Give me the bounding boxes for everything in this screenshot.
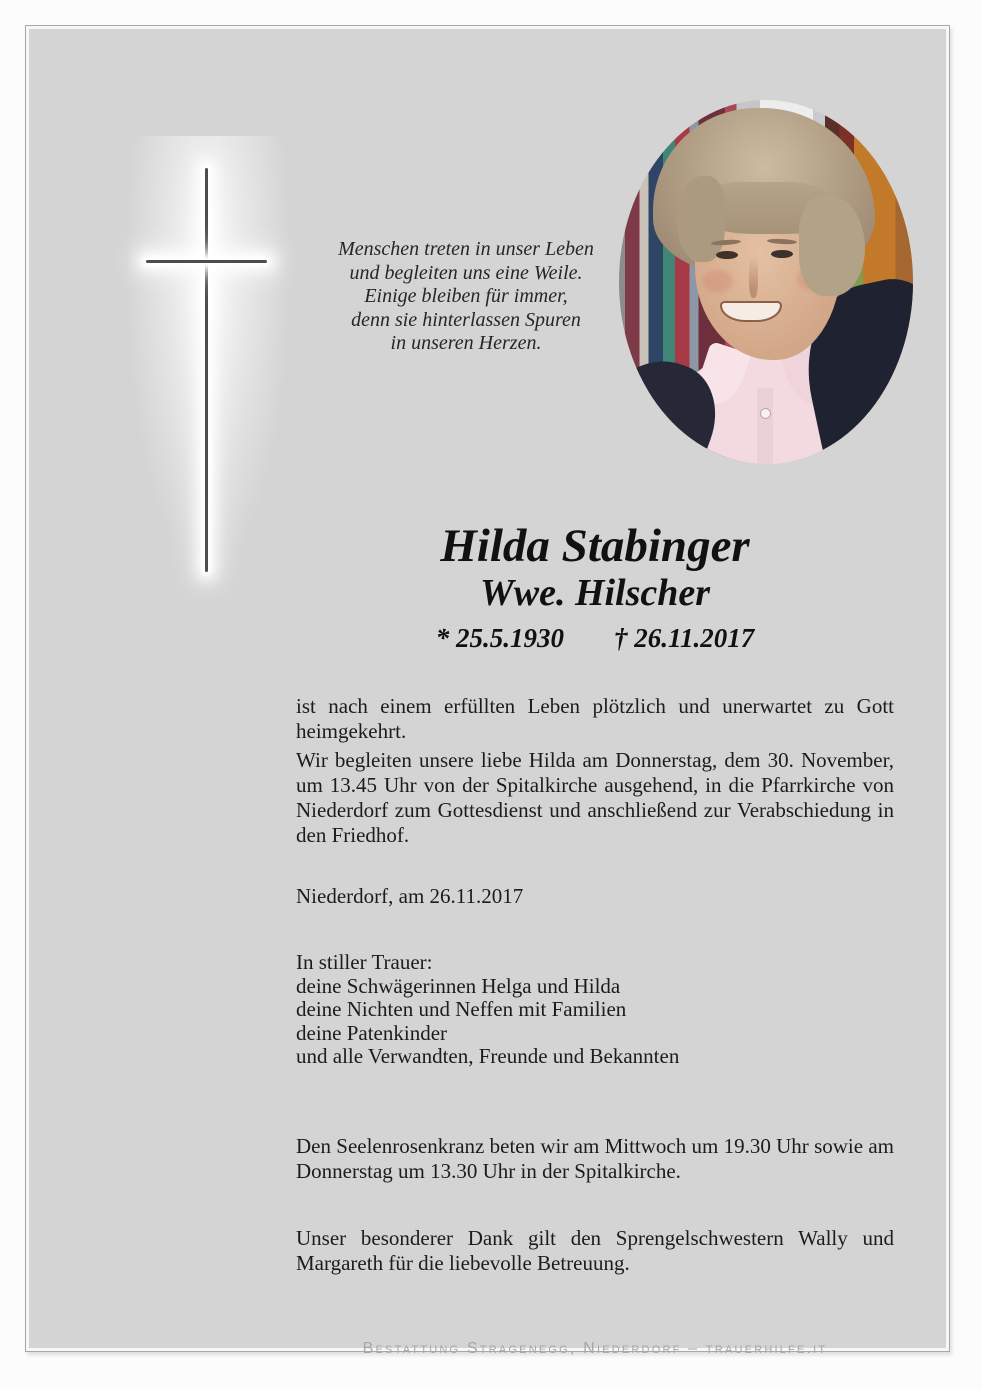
photo-shirt-placket	[757, 388, 773, 464]
card-frame	[25, 25, 950, 1357]
mourners-line: deine Schwägerinnen Helga und Hilda	[296, 973, 621, 998]
mourners-line: deine Nichten und Neffen mit Familien	[296, 997, 627, 1021]
photo-eye-right	[771, 250, 793, 258]
birth-date: * 25.5.1930	[435, 623, 564, 653]
mourners-line: In stiller Trauer:	[296, 950, 433, 974]
photo-hair-left	[677, 176, 725, 262]
cross-icon-bar	[146, 260, 267, 263]
poem-line: denn sie hinterlassen Spuren	[351, 308, 581, 331]
deceased-name-block	[296, 520, 894, 654]
place-and-date: Niederdorf, am 26.11.2017	[296, 884, 524, 908]
photo-shirt-button	[760, 408, 771, 419]
portrait-photo	[619, 100, 913, 464]
poem-line: und begleiten uns eine Weile.	[349, 261, 583, 284]
photo-nose	[749, 256, 758, 298]
photo-cheek-left	[703, 270, 733, 292]
announcement-paragraph-2: Wir begleiten unsere liebe Hilda am Donnerstag, dem 30. November, um 13.45 Uhr von der Spitalkirche ausgehend, in die Pfarrkirche von Niederdorf zum Gottesdienst und anschließend zur Verabschiedung in den Friedhof.	[296, 748, 894, 847]
photo-hair-right	[799, 196, 865, 296]
funeral-home-footer: Bestattung Stragenegg, Niederdorf – trauerhilfe.it	[362, 1340, 828, 1357]
cross-icon	[205, 168, 208, 572]
life-dates	[296, 622, 894, 654]
mourners-line: und alle Verwandten, Freunde und Bekannten	[296, 1044, 680, 1068]
poem-line: Einige bleiben für immer,	[364, 285, 568, 307]
deceased-widow-name: Wwe. Hilscher	[479, 572, 711, 614]
mourners-list	[296, 951, 894, 1069]
poem-line: Menschen treten in unser Leben	[338, 238, 594, 260]
photo-eye-left	[716, 251, 738, 259]
thanks-notice: Unser besonderer Dank gilt den Sprengelschwestern Wally und Margareth für die liebevolle Betreuung.	[296, 1226, 894, 1275]
memorial-poem	[311, 238, 621, 356]
deceased-name: Hilda Stabinger	[440, 520, 750, 572]
poem-line: in unseren Herzen.	[390, 332, 542, 354]
announcement-paragraph-1: ist nach einem erfüllten Leben plötzlich und unerwartet zu Gott heimgekehrt.	[296, 694, 894, 743]
mourners-line: deine Patenkinder	[296, 1020, 448, 1045]
rosary-notice: Den Seelenrosenkranz beten wir am Mittwoch um 19.30 Uhr sowie am Donnerstag um 13.30 Uhr in der Spitalkirche.	[296, 1134, 894, 1183]
cross-glow	[118, 136, 298, 606]
death-date: † 26.11.2017	[613, 623, 755, 653]
